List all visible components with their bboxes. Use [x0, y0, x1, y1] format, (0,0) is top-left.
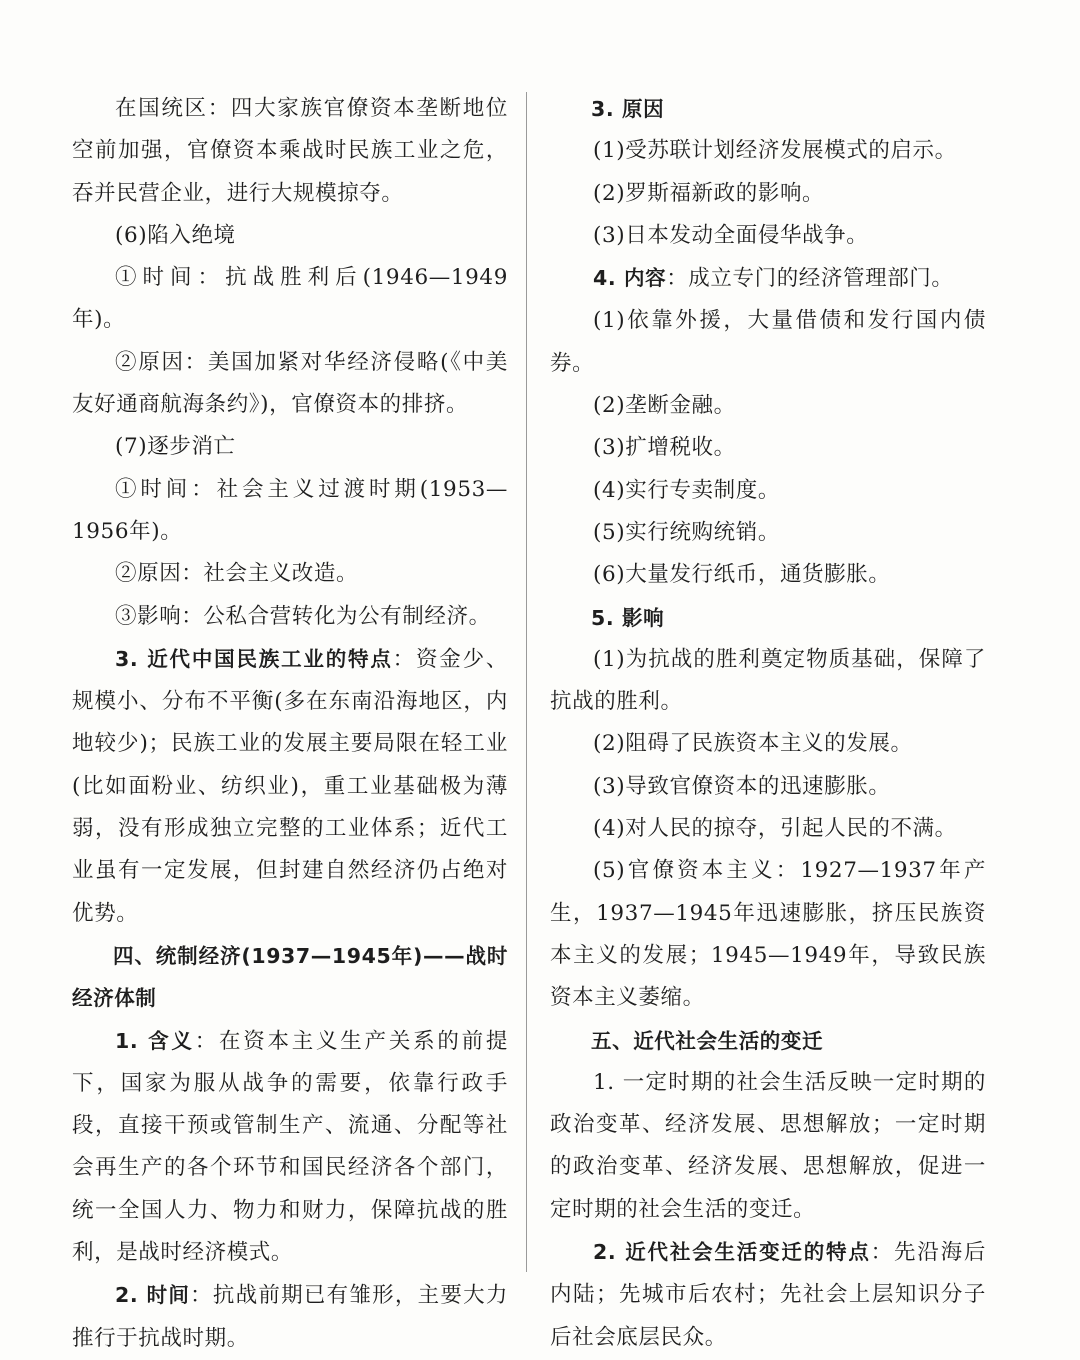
paragraph-meaning: [72, 1020, 508, 1275]
list-item-impact-e: (5)官僚资本主义：1927—1937年产生，1937—1945年迅速膨胀，挤压民族资本主义的发展；1945—1949年，导致民族资本主义萎缩。: [550, 858, 986, 1011]
list-item-impact-2: ③影响：公私合营转化为公有制经济。: [115, 603, 491, 629]
content-heading: 4. 内容: [593, 266, 667, 291]
list-item-content-4: (4)实行专卖制度。: [593, 477, 780, 503]
section-heading-4: 四、统制经济(1937—1945年)——战时经济体制: [72, 943, 508, 1011]
list-item-impact-b: (2)阻碍了民族资本主义的发展。: [593, 731, 913, 757]
heading-impact: 5. 影响: [591, 605, 665, 630]
list-item-time-1: ①时间：抗战胜利后(1946—1949年)。: [72, 265, 508, 333]
heading-reasons: 3. 原因: [591, 97, 665, 121]
list-item-reason-a: (1)受苏联计划经济发展模式的启示。: [593, 138, 957, 164]
paragraph-industry-features: [72, 638, 508, 935]
list-item-impact-c: (3)导致官僚资本的迅速膨胀。: [593, 773, 891, 799]
column-divider: [526, 92, 527, 1272]
paragraph-time: [72, 1274, 508, 1360]
paragraph-guotongqu: 在国统区：四大家族官僚资本垄断地位空前加强，官僚资本乘战时民族工业之危，吞并民营企业，进行大规模掠夺。: [72, 96, 508, 206]
section-heading-5: 五、近代社会生活的变迁: [591, 1028, 824, 1053]
industry-features-heading: 3. 近代中国民族工业的特点: [115, 646, 393, 671]
list-item-reason-b: (2)罗斯福新政的影响。: [593, 180, 825, 206]
industry-features-body: ：资金少、规模小、分布不平衡(多在东南沿海地区，内地较少)；民族工业的发展主要局限在轻工业(比如面粉业、纺织业)，重工业基础极为薄弱，没有形成独立完整的工业体系；近代工业虽有一定发展，但封建自然经济仍占绝对优势。: [72, 646, 508, 926]
list-item-content-5: (5)实行统购统销。: [593, 519, 780, 545]
list-item-reason-2: ②原因：社会主义改造。: [115, 561, 359, 587]
list-item-reason-1: ②原因：美国加紧对华经济侵略(《中美友好通商航海条约》)，官僚资本的排挤。: [72, 349, 508, 418]
list-item-content-1: (1)依靠外援，大量借债和发行国内债券。: [550, 308, 986, 376]
subheading-xianru-juejing: (6)陷入绝境: [115, 222, 236, 248]
paragraph-social-life-1: 1. 一定时期的社会生活反映一定时期的政治变革、经济发展、思想解放；一定时期的政治变革、经济发展、思想解放，促进一定时期的社会生活的变迁。: [550, 1069, 986, 1222]
list-item-content-2: (2)垄断金融。: [593, 393, 736, 419]
content-body: ：成立专门的经济管理部门。: [666, 266, 954, 292]
meaning-heading: 1. 含义: [115, 1028, 195, 1053]
time-body: ：抗战前期已有雏形，主要大力推行于抗战时期。: [72, 1283, 508, 1351]
list-item-impact-a: (1)为抗战的胜利奠定物质基础，保障了抗战的胜利。: [550, 646, 986, 715]
left-column: [72, 88, 508, 1360]
social-life-features-heading: 2. 近代社会生活变迁的特点: [593, 1240, 871, 1265]
social-life-features-body: ：先沿海后内陆；先城市后农村；先社会上层知识分子后社会底层民众。: [550, 1240, 986, 1350]
list-item-content-6: (6)大量发行纸币，通货膨胀。: [593, 562, 891, 588]
time-heading: 2. 时间: [115, 1283, 191, 1308]
list-item-impact-d: (4)对人民的掠夺，引起人民的不满。: [593, 816, 957, 842]
subheading-zhubu-xiaowang: (7)逐步消亡: [115, 434, 236, 460]
meaning-body: ：在资本主义生产关系的前提下，国家为服从战争的需要，依靠行政手段，直接干预或管制生产、流通、分配等社会再生产的各个环节和国民经济各个部门，统一全国人力、物力和财力，保障抗战的胜利，是战时经济模式。: [72, 1028, 508, 1266]
right-column: [550, 88, 986, 1359]
list-item-content-3: (3)扩增税收。: [593, 435, 736, 461]
paragraph-social-life-2: [550, 1231, 986, 1359]
list-item-reason-c: (3)日本发动全面侵华战争。: [593, 222, 869, 248]
list-item-time-2: ①时间：社会主义过渡时期(1953—1956年)。: [72, 476, 508, 544]
paragraph-content: [550, 257, 986, 300]
